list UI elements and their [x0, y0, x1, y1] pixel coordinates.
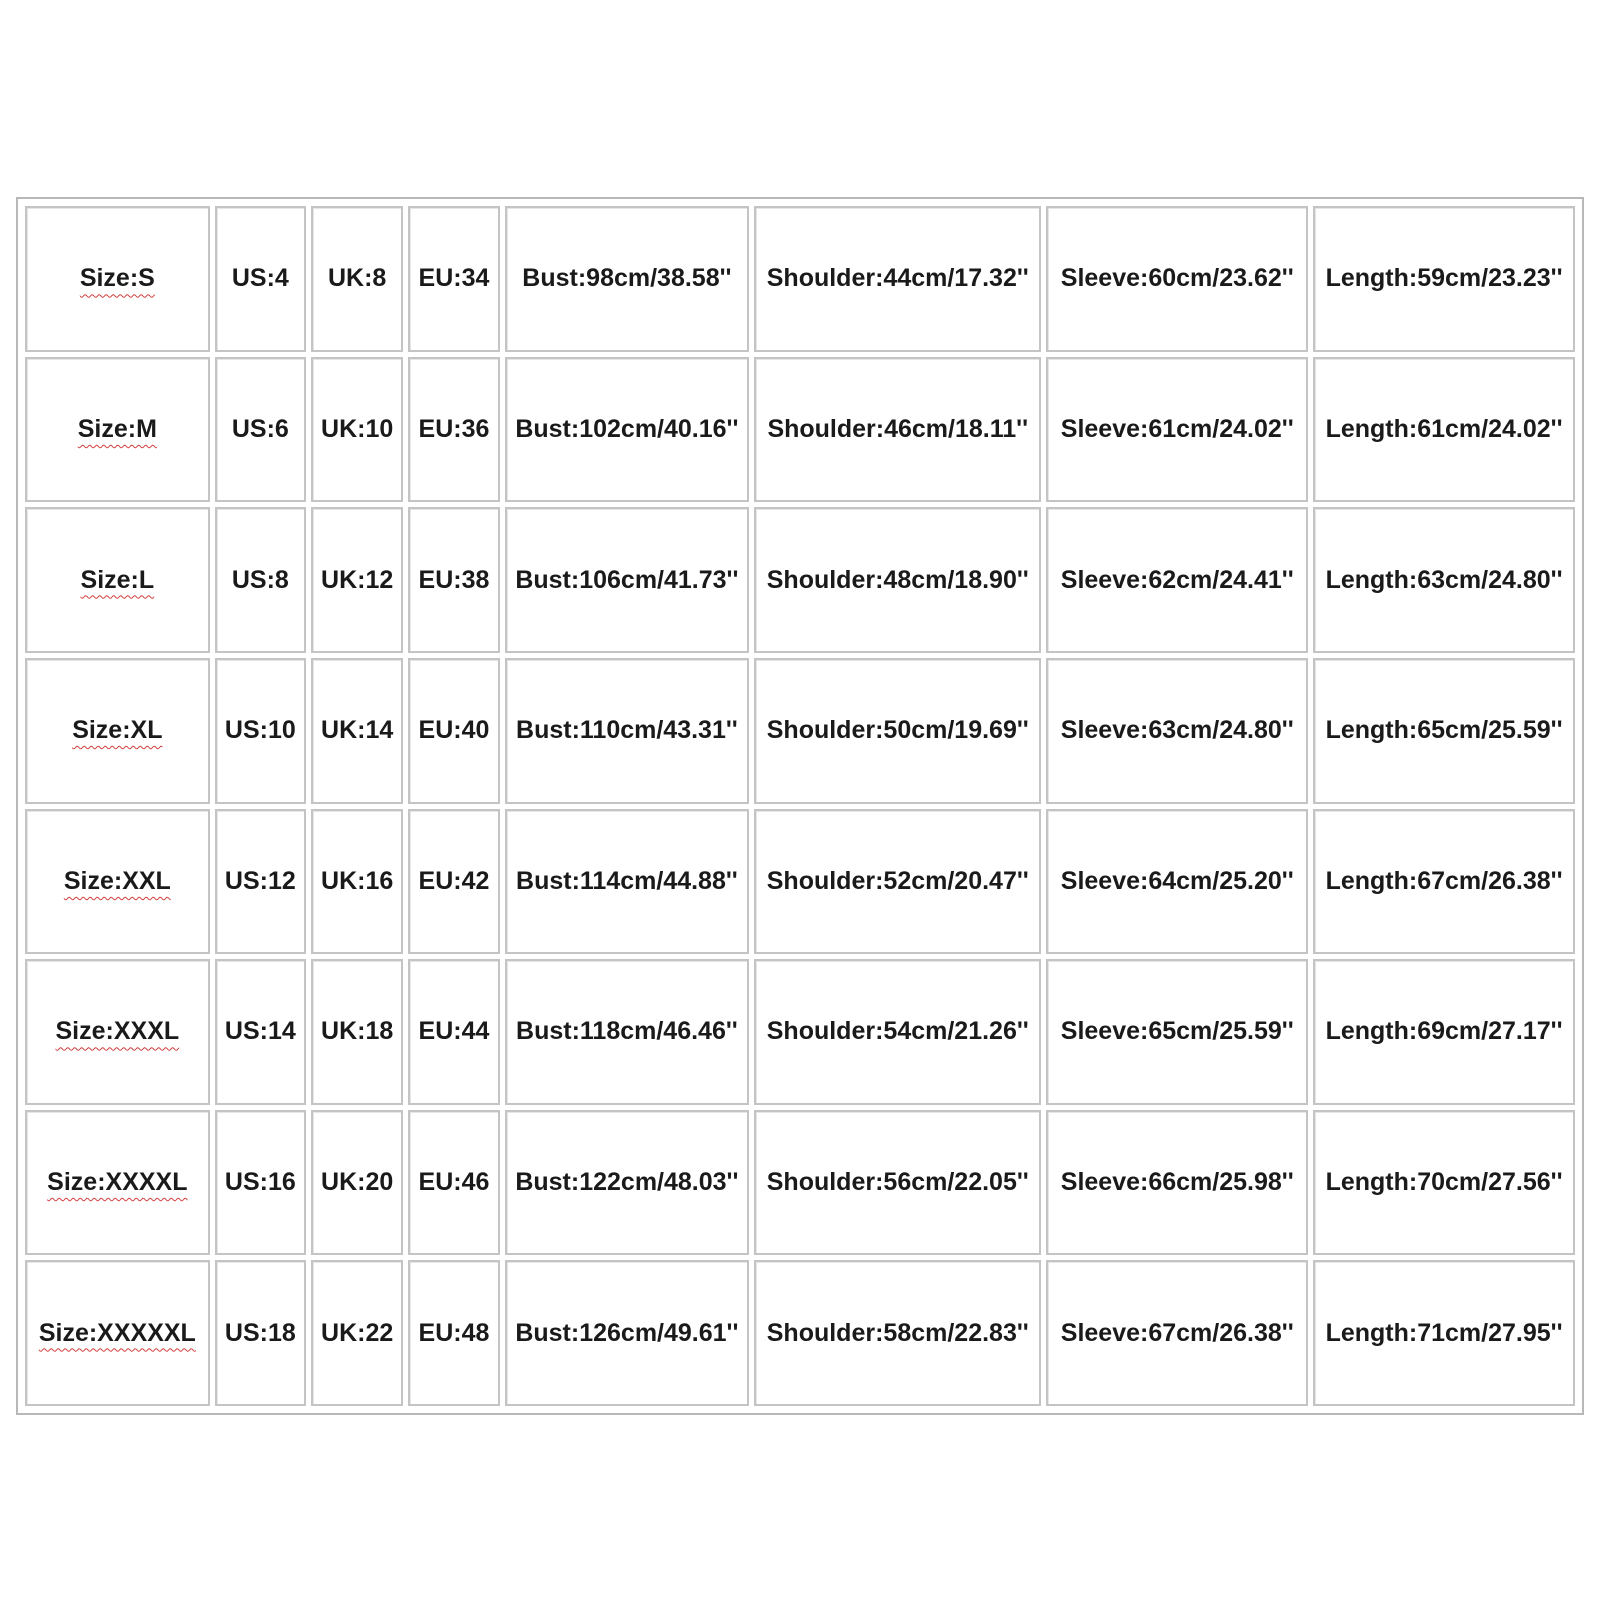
table-row — [25, 1110, 1575, 1256]
length-cell: Length:71cm/27.95'' — [1313, 1260, 1575, 1406]
us-size-cell: US:6 — [215, 357, 306, 503]
us-size-cell: US:10 — [215, 658, 306, 804]
bust-cell: Bust:114cm/44.88'' — [505, 809, 750, 955]
uk-size-cell: UK:12 — [311, 507, 403, 653]
bust-cell: Bust:118cm/46.46'' — [505, 959, 750, 1105]
uk-size-cell: UK:10 — [311, 357, 403, 503]
length-cell: Length:69cm/27.17'' — [1313, 959, 1575, 1105]
eu-size-cell: EU:42 — [408, 809, 499, 955]
bust-cell: Bust:122cm/48.03'' — [505, 1110, 750, 1256]
length-cell: Length:63cm/24.80'' — [1313, 507, 1575, 653]
length-cell: Length:67cm/26.38'' — [1313, 809, 1575, 955]
size-chart — [16, 197, 1584, 1415]
size-cell — [25, 658, 210, 804]
size-label: Size:L — [80, 565, 155, 594]
shoulder-cell: Shoulder:54cm/21.26'' — [754, 959, 1041, 1105]
shoulder-cell: Shoulder:44cm/17.32'' — [754, 206, 1041, 352]
shoulder-cell: Shoulder:50cm/19.69'' — [754, 658, 1041, 804]
size-label: Size:XXXL — [55, 1017, 180, 1046]
size-cell — [25, 1260, 210, 1406]
shoulder-cell: Shoulder:56cm/22.05'' — [754, 1110, 1041, 1256]
eu-size-cell: EU:34 — [408, 206, 499, 352]
uk-size-cell: UK:18 — [311, 959, 403, 1105]
table-row — [25, 959, 1575, 1105]
eu-size-cell: EU:44 — [408, 959, 499, 1105]
sleeve-cell: Sleeve:61cm/24.02'' — [1046, 357, 1308, 503]
size-cell — [25, 507, 210, 653]
size-label: Size:XXL — [63, 866, 171, 895]
eu-size-cell: EU:36 — [408, 357, 499, 503]
eu-size-cell: EU:48 — [408, 1260, 499, 1406]
size-cell — [25, 809, 210, 955]
size-cell — [25, 357, 210, 503]
length-cell: Length:61cm/24.02'' — [1313, 357, 1575, 503]
us-size-cell: US:8 — [215, 507, 306, 653]
table-row — [25, 1260, 1575, 1406]
table-row — [25, 507, 1575, 653]
us-size-cell: US:16 — [215, 1110, 306, 1256]
size-label: Size:XL — [72, 716, 163, 745]
sleeve-cell: Sleeve:63cm/24.80'' — [1046, 658, 1308, 804]
sleeve-cell: Sleeve:64cm/25.20'' — [1046, 809, 1308, 955]
size-chart-table — [20, 201, 1580, 1411]
bust-cell: Bust:102cm/40.16'' — [505, 357, 750, 503]
shoulder-cell: Shoulder:58cm/22.83'' — [754, 1260, 1041, 1406]
bust-cell: Bust:98cm/38.58'' — [505, 206, 750, 352]
bust-cell: Bust:126cm/49.61'' — [505, 1260, 750, 1406]
size-cell — [25, 1110, 210, 1256]
sleeve-cell: Sleeve:62cm/24.41'' — [1046, 507, 1308, 653]
us-size-cell: US:14 — [215, 959, 306, 1105]
bust-cell: Bust:106cm/41.73'' — [505, 507, 750, 653]
us-size-cell: US:12 — [215, 809, 306, 955]
uk-size-cell: UK:14 — [311, 658, 403, 804]
us-size-cell: US:18 — [215, 1260, 306, 1406]
size-label: Size:S — [79, 264, 155, 293]
eu-size-cell: EU:46 — [408, 1110, 499, 1256]
length-cell: Length:59cm/23.23'' — [1313, 206, 1575, 352]
uk-size-cell: UK:16 — [311, 809, 403, 955]
length-cell: Length:70cm/27.56'' — [1313, 1110, 1575, 1256]
uk-size-cell: UK:20 — [311, 1110, 403, 1256]
shoulder-cell: Shoulder:46cm/18.11'' — [754, 357, 1041, 503]
table-row — [25, 206, 1575, 352]
us-size-cell: US:4 — [215, 206, 306, 352]
sleeve-cell: Sleeve:65cm/25.59'' — [1046, 959, 1308, 1105]
length-cell: Length:65cm/25.59'' — [1313, 658, 1575, 804]
table-row — [25, 658, 1575, 804]
size-cell — [25, 206, 210, 352]
table-row — [25, 809, 1575, 955]
bust-cell: Bust:110cm/43.31'' — [505, 658, 750, 804]
sleeve-cell: Sleeve:66cm/25.98'' — [1046, 1110, 1308, 1256]
sleeve-cell: Sleeve:67cm/26.38'' — [1046, 1260, 1308, 1406]
shoulder-cell: Shoulder:48cm/18.90'' — [754, 507, 1041, 653]
uk-size-cell: UK:8 — [311, 206, 403, 352]
size-label: Size:XXXXL — [47, 1168, 188, 1197]
size-label: Size:M — [77, 414, 157, 443]
eu-size-cell: EU:40 — [408, 658, 499, 804]
table-row — [25, 357, 1575, 503]
size-label: Size:XXXXXL — [38, 1318, 196, 1347]
eu-size-cell: EU:38 — [408, 507, 499, 653]
shoulder-cell: Shoulder:52cm/20.47'' — [754, 809, 1041, 955]
sleeve-cell: Sleeve:60cm/23.62'' — [1046, 206, 1308, 352]
uk-size-cell: UK:22 — [311, 1260, 403, 1406]
size-cell — [25, 959, 210, 1105]
